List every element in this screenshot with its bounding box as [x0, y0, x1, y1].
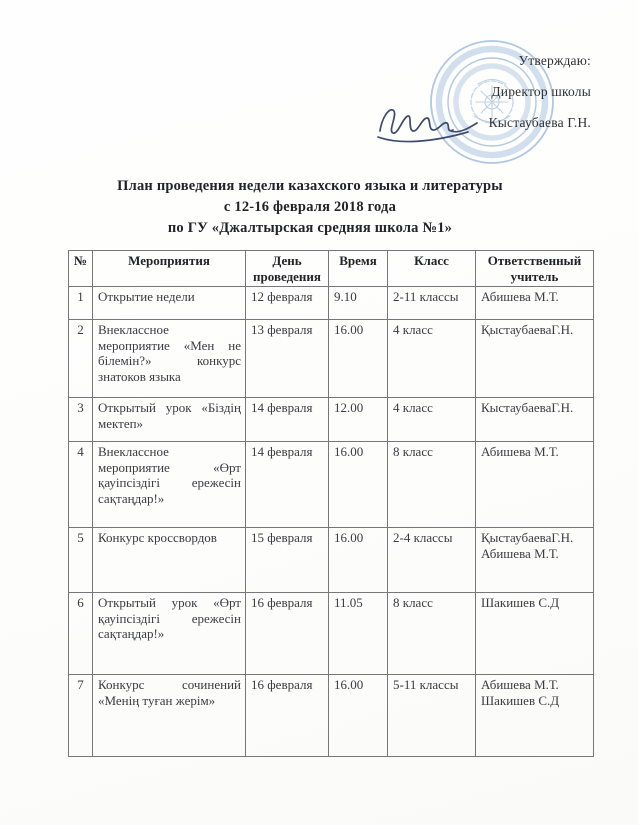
- title-line-2: с 12-16 февраля 2018 года: [223, 199, 397, 215]
- teacher-cell: Абишева М.Т.: [476, 442, 594, 528]
- event-cell: Конкурс сочинений «Менің туған жерім»: [93, 675, 246, 757]
- table-row: [69, 398, 594, 442]
- day-cell: 12 февраля: [246, 287, 329, 320]
- row-number: 2: [69, 320, 93, 398]
- row-number: 6: [69, 593, 93, 675]
- col-header-grade: Класс: [388, 251, 476, 287]
- grade-cell: 2-4 классы: [388, 528, 476, 593]
- document-title: [0, 176, 620, 239]
- teacher-cell: ҚыстаубаеваГ.Н. Абишева М.Т.: [476, 528, 594, 593]
- day-cell: 14 февраля: [246, 398, 329, 442]
- event-cell: Открытый урок «Өрт қауіпсіздігі ережесін сақтаңдар!»: [93, 593, 246, 675]
- table-row: [69, 675, 594, 757]
- col-header-number: №: [69, 251, 93, 287]
- day-cell: 16 февраля: [246, 675, 329, 757]
- row-number: 1: [69, 287, 93, 320]
- col-header-time: Время: [329, 251, 388, 287]
- event-cell: Открытый урок «Біздің мектеп»: [93, 398, 246, 442]
- row-number: 3: [69, 398, 93, 442]
- grade-cell: 4 класс: [388, 398, 476, 442]
- event-cell: Открытие недели: [93, 287, 246, 320]
- col-header-event: Мероприятия: [93, 251, 246, 287]
- table-row: [69, 442, 594, 528]
- table-header-row: [69, 251, 594, 287]
- event-cell: Внеклассное мероприятие «Мен не білемін?» конкурс знатоков языка: [93, 320, 246, 398]
- table-row: [69, 287, 594, 320]
- director-name: Кыстаубаева Г.Н.: [488, 115, 591, 130]
- teacher-cell: Шакишев С.Д: [476, 593, 594, 675]
- teacher-cell: Абишева М.Т. Шакишев С.Д: [476, 675, 594, 757]
- day-cell: 13 февраля: [246, 320, 329, 398]
- row-number: 5: [69, 528, 93, 593]
- grade-cell: 2-11 классы: [388, 287, 476, 320]
- day-cell: 14 февраля: [246, 442, 329, 528]
- title-line-3: по ГУ «Джалтырская средняя школа №1»: [167, 220, 453, 236]
- time-cell: 11.05: [329, 593, 388, 675]
- director-signature-icon: [375, 103, 487, 147]
- time-cell: 9.10: [329, 287, 388, 320]
- approval-block: [489, 52, 591, 131]
- col-header-day: День проведения: [246, 251, 329, 287]
- title-line-1: План проведения недели казахского языка и литературы: [117, 178, 503, 194]
- time-cell: 16.00: [329, 528, 388, 593]
- table-row: [69, 320, 594, 398]
- time-cell: 16.00: [329, 442, 388, 528]
- col-header-teacher: Ответственный учитель: [476, 251, 594, 287]
- director-name-row: [489, 114, 591, 131]
- teacher-cell: ҚыстаубаеваГ.Н.: [476, 320, 594, 398]
- row-number: 7: [69, 675, 93, 757]
- table-row: [69, 528, 594, 593]
- time-cell: 16.00: [329, 320, 388, 398]
- row-number: 4: [69, 442, 93, 528]
- event-cell: Конкурс кроссвордов: [93, 528, 246, 593]
- teacher-cell: КыстаубаеваГ.Н.: [476, 398, 594, 442]
- schedule-table: [68, 250, 594, 757]
- director-label: Директор школы: [491, 84, 591, 99]
- time-cell: 12.00: [329, 398, 388, 442]
- time-cell: 16.00: [329, 675, 388, 757]
- grade-cell: 4 класс: [388, 320, 476, 398]
- teacher-cell: Абишева М.Т.: [476, 287, 594, 320]
- grade-cell: 5-11 классы: [388, 675, 476, 757]
- grade-cell: 8 класс: [388, 593, 476, 675]
- event-cell: Внеклассное мероприятие «Өрт қауіпсіздігі ережесін сақтаңдар!»: [93, 442, 246, 528]
- table-row: [69, 593, 594, 675]
- grade-cell: 8 класс: [388, 442, 476, 528]
- day-cell: 15 февраля: [246, 528, 329, 593]
- approve-label: Утверждаю:: [518, 53, 591, 68]
- day-cell: 16 февраля: [246, 593, 329, 675]
